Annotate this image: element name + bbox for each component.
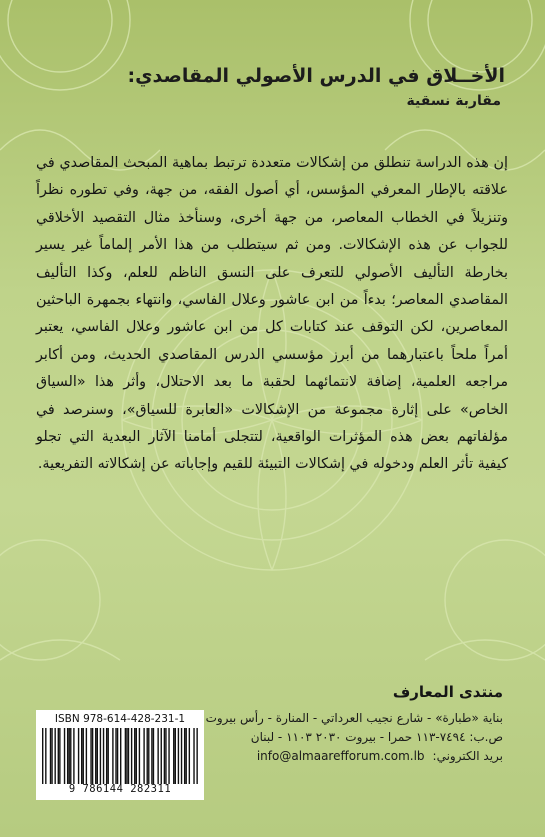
publisher-address [193,709,503,766]
book-subtitle: مقاربة نسقية [406,93,501,109]
book-blurb: إن هذه الدراسة تنطلق من إشكالات متعددة ترتبط بماهية المبحث المقاصدي في علاقته بالإطار المعرفي المؤسس، أي أصول الفقه، من جهة، وفي تطوره نظراً وتنزيلاً في الخطاب المعاصر، من جهة أخرى، وسنأخذ مثال التقصيد الأخلاقي للجواب عن هذه الإشكالات. ومن ثم سيتطلب من هذا الأمر إلماماً غير يسير بخارطة التأليف الأصولي للتعرف على النسق الناظم للعلم، وكذا التأليف المقاصدي المعاصر؛ بدءاً من ابن عاشور وعلال الفاسي، وانتهاء بجمهرة الباحثين المعاصرين، لكن التوقف عند كتابات كل من ابن عاشور وعلال الفاسي، يعتبر أمراً ملحاً باعتبارهما من أبرز مؤسسي الدرس المقاصدي الحديث، ومن أكابر مراجعه العلمية، إضافة لانتمائهما لحقبة ما بعد الاحتلال، وأثر هذا «السياق الخاص» على إثارة مجموعة من الإشكالات «العابرة للسياق»، وسنرصد في مؤلفاتهم بعض هذه المؤثرات الواقعية، لتتجلى أمامنا الآثار البعدية التي تجلو كيفية تأثر العلم ودخوله في إشكالات التبيئة للقيم وإجاباته عن إشكالاته التفريعية. [36,155,508,473]
email-address: info@almaarefforum.com.lb [256,749,425,763]
barcode [36,710,204,800]
barcode-digits: 9 786144 282311 [68,783,172,795]
isbn-label: ISBN 978-614-428-231-1 [54,713,186,725]
email-label: بريد الكتروني: [432,749,503,763]
address-line-2: ص.ب: ٧٤٩٤-١١٣ حمرا - بيروت ٢٠٣٠ ١١٠٣ - لبنان [250,730,503,744]
publisher-name: منتدى المعارف [392,683,503,701]
book-title: الأخــلاق في الدرس الأصولي المقاصدي: [127,65,505,87]
address-line-1: بناية «طبارة» - شارع نجيب العرداتي - المنارة - رأس بيروت [205,711,503,725]
barcode-bars [42,728,198,784]
email-line [193,747,503,766]
